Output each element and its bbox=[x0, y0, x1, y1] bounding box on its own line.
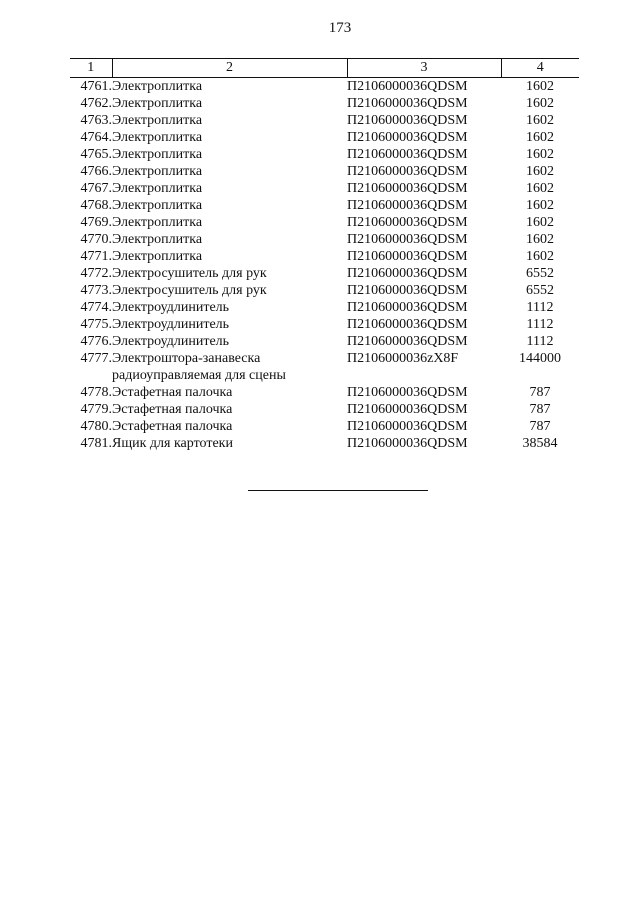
table-row bbox=[70, 299, 579, 316]
item-price: 787 bbox=[529, 402, 551, 417]
item-code: П2106000036QDSM bbox=[347, 181, 468, 196]
item-code: П2106000036QDSM bbox=[347, 385, 468, 400]
item-name: Электроплитка bbox=[112, 215, 203, 230]
item-code: П2106000036QDSM bbox=[347, 317, 468, 332]
table-row bbox=[70, 265, 579, 282]
item-name: Эстафетная палочка bbox=[112, 385, 233, 400]
end-of-list-rule bbox=[248, 490, 428, 491]
row-number: 4766. bbox=[80, 164, 112, 179]
item-name: Электросушитель для рук bbox=[112, 266, 267, 281]
row-number: 4767. bbox=[80, 181, 112, 196]
row-number: 4764. bbox=[80, 130, 112, 145]
item-name: Электроплитка bbox=[112, 113, 203, 128]
item-name: Электроудлинитель bbox=[112, 317, 230, 332]
table-row bbox=[70, 129, 579, 146]
row-number: 4762. bbox=[80, 96, 112, 111]
item-price: 1602 bbox=[526, 164, 554, 179]
item-code: П2106000036zX8F bbox=[347, 351, 459, 366]
table-row bbox=[70, 316, 579, 333]
item-name: Электроплитка bbox=[112, 79, 203, 94]
item-code: П2106000036QDSM bbox=[347, 266, 468, 281]
item-price: 1602 bbox=[526, 181, 554, 196]
item-code: П2106000036QDSM bbox=[347, 113, 468, 128]
item-code: П2106000036QDSM bbox=[347, 232, 468, 247]
item-price: 6552 bbox=[526, 266, 554, 281]
row-number: 4765. bbox=[80, 147, 112, 162]
inventory-table bbox=[70, 58, 579, 452]
column-header-number: 1 bbox=[70, 59, 112, 78]
item-name: Электроплитка bbox=[112, 130, 203, 145]
item-code: П2106000036QDSM bbox=[347, 419, 468, 434]
table-row bbox=[70, 197, 579, 214]
item-code: П2106000036QDSM bbox=[347, 164, 468, 179]
row-number: 4761. bbox=[80, 79, 112, 94]
table-row bbox=[70, 180, 579, 197]
item-name: Электроплитка bbox=[112, 249, 203, 264]
item-name: Электроплитка bbox=[112, 181, 203, 196]
item-code: П2106000036QDSM bbox=[347, 96, 468, 111]
item-name: Электроплитка bbox=[112, 198, 203, 213]
item-name: Электросушитель для рук bbox=[112, 283, 267, 298]
item-name: Электроплитка bbox=[112, 164, 203, 179]
item-price: 1602 bbox=[526, 79, 554, 94]
table-row bbox=[70, 78, 579, 96]
item-price: 1602 bbox=[526, 198, 554, 213]
item-code: П2106000036QDSM bbox=[347, 130, 468, 145]
item-name: Ящик для картотеки bbox=[112, 436, 233, 451]
item-code: П2106000036QDSM bbox=[347, 334, 468, 349]
table-row bbox=[70, 248, 579, 265]
row-number: 4773. bbox=[80, 283, 112, 298]
table-row bbox=[70, 112, 579, 129]
table-body bbox=[70, 78, 579, 453]
row-number: 4769. bbox=[80, 215, 112, 230]
table-row bbox=[70, 401, 579, 418]
item-price: 787 bbox=[529, 419, 551, 434]
item-code: П2106000036QDSM bbox=[347, 300, 468, 315]
table-row bbox=[70, 282, 579, 299]
row-number: 4771. bbox=[80, 249, 112, 264]
item-price: 1112 bbox=[526, 334, 554, 349]
item-price: 1112 bbox=[526, 300, 554, 315]
row-number: 4775. bbox=[80, 317, 112, 332]
row-number: 4768. bbox=[80, 198, 112, 213]
item-price: 1602 bbox=[526, 147, 554, 162]
item-price: 6552 bbox=[526, 283, 554, 298]
item-price: 144000 bbox=[519, 351, 561, 366]
item-code: П2106000036QDSM bbox=[347, 79, 468, 94]
row-number: 4778. bbox=[80, 385, 112, 400]
table-row bbox=[70, 435, 579, 452]
item-code: П2106000036QDSM bbox=[347, 215, 468, 230]
item-price: 1602 bbox=[526, 232, 554, 247]
item-code: П2106000036QDSM bbox=[347, 402, 468, 417]
column-header-name: 2 bbox=[112, 59, 347, 78]
table-header-row bbox=[70, 59, 579, 78]
row-number: 4776. bbox=[80, 334, 112, 349]
item-code: П2106000036QDSM bbox=[347, 436, 468, 451]
row-number: 4779. bbox=[80, 402, 112, 417]
item-name: Электроштора-занавеска радиоуправляемая для сцены bbox=[112, 351, 286, 383]
row-number: 4777. bbox=[80, 351, 112, 366]
table-row bbox=[70, 146, 579, 163]
row-number: 4780. bbox=[80, 419, 112, 434]
item-code: П2106000036QDSM bbox=[347, 249, 468, 264]
row-number: 4770. bbox=[80, 232, 112, 247]
item-price: 1602 bbox=[526, 130, 554, 145]
item-price: 1112 bbox=[526, 317, 554, 332]
table-row bbox=[70, 163, 579, 180]
row-number: 4774. bbox=[80, 300, 112, 315]
row-number: 4763. bbox=[80, 113, 112, 128]
item-name: Электроплитка bbox=[112, 96, 203, 111]
table-row bbox=[70, 95, 579, 112]
item-code: П2106000036QDSM bbox=[347, 283, 468, 298]
column-header-price: 4 bbox=[501, 59, 579, 78]
page-number: 173 bbox=[328, 20, 352, 36]
column-header-code: 3 bbox=[347, 59, 501, 78]
table-row bbox=[70, 384, 579, 401]
table-row bbox=[70, 418, 579, 435]
table-row bbox=[70, 214, 579, 231]
table-row bbox=[70, 350, 579, 384]
item-name: Электроплитка bbox=[112, 147, 203, 162]
item-price: 1602 bbox=[526, 249, 554, 264]
item-name: Электроудлинитель bbox=[112, 334, 230, 349]
table-row bbox=[70, 231, 579, 248]
item-price: 38584 bbox=[522, 436, 558, 451]
row-number: 4772. bbox=[80, 266, 112, 281]
item-name: Эстафетная палочка bbox=[112, 402, 233, 417]
item-name: Электроплитка bbox=[112, 232, 203, 247]
item-code: П2106000036QDSM bbox=[347, 198, 468, 213]
item-price: 787 bbox=[529, 385, 551, 400]
item-name: Электроудлинитель bbox=[112, 300, 230, 315]
item-price: 1602 bbox=[526, 96, 554, 111]
item-name: Эстафетная палочка bbox=[112, 419, 233, 434]
row-number: 4781. bbox=[80, 436, 112, 451]
item-code: П2106000036QDSM bbox=[347, 147, 468, 162]
item-price: 1602 bbox=[526, 215, 554, 230]
item-price: 1602 bbox=[526, 113, 554, 128]
table-row bbox=[70, 333, 579, 350]
